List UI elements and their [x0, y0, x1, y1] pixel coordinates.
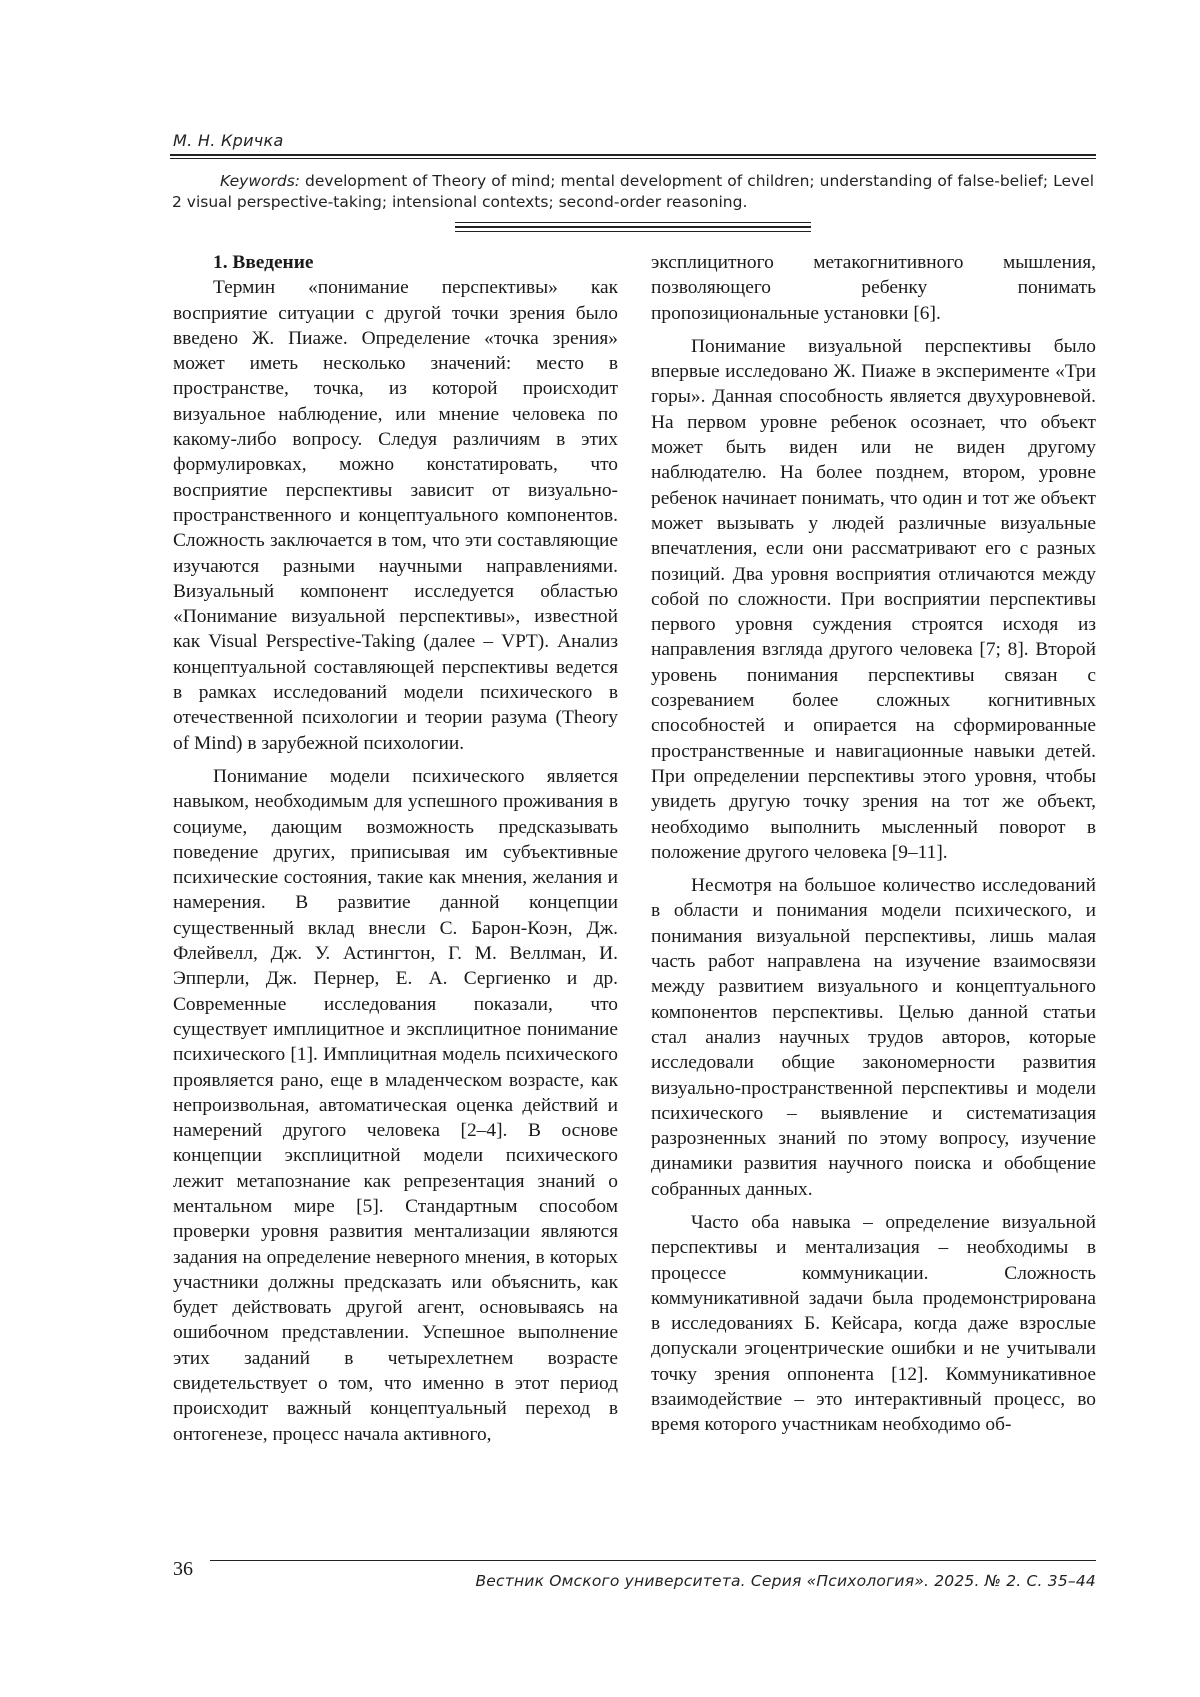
paragraph-intro-1: Термин «понимание перспективы» как восприятие ситуации с другой точки зрения было введено Ж. Пиаже. Определение «точка зрения» может иметь несколько значений: место в пространстве, точка, из которой происходит визуальное наблюдение, или мнение человека по какому-либо вопросу. Следуя различиям в этих формулировках, можно констатировать, что восприятие перспективы зависит от визуально-пространственного и концептуального компонентов. Сложность заключается в том, что эти составляющие изучаются разными научными направлениями. Визуальный компонент исследуется областью «Понимание визуальной перспективы», известной как Visual Perspective-Taking (далее – VPT). Анализ концептуальной составляющей перспективы ведется в рамках исследований модели психического в отечественной психологии и теории разума (Theory of Mind) в зарубежной психологии.: [173, 277, 618, 754]
section-heading: 1. Введение: [213, 252, 314, 273]
journal-citation: Вестник Омского университета. Серия «Психология». 2025. № 2. С. 35–44: [475, 1572, 1096, 1590]
header-rule-thin: [170, 158, 1096, 159]
paragraph-communication: Часто оба навыка – определение визуальной перспективы и ментализация – необходимы в процессе коммуникации. Сложность коммуникативной задачи была продемонстрирована в исследованиях Б. Кейсара, когда даже взрослые допускали эгоцентрические ошибки и не учитывали точку зрения оппонента [12]. Коммуникативное взаимодействие – это интерактивный процесс, во время которого участникам необходимо об-: [651, 1211, 1096, 1436]
keywords-label: Keywords:: [220, 172, 300, 190]
running-head-author: М. Н. Кричка: [173, 131, 284, 150]
paragraph-intro-2: Понимание модели психического является навыком, необходимым для успешного проживания в социуме, дающим возможность предсказывать поведение других, приписывая им субъективные психические состояния, такие как мнения, желания и намерения. В развитие данной концепции существенный вклад внесли С. Барон-Коэн, Дж. Флейвелл, Дж. У. Астингтон, Г. М. Веллман, И. Эпперли, Дж. Пернер, Е. А. Сергиенко и др. Современные исследования показали, что существует имплицитное и эксплицитное понимание психического [1]. Имплицитная модель психического проявляется рано, еще в младенческом возрасте, как непроизвольная, автоматическая оценка действий и намерений другого человека [2–4]. В основе концепции эксплицитной модели психического лежит метапознание как репрезентация знаний о ментальном мире [5]. Стандартным способом проверки уровня развития ментализации являются задания на определение неверного мнения, в которых участники должны предсказать или объяснить, как будет действовать другой агент, основываясь на ошибочном представлении. Успешное выполнение этих заданий в четырехлетнем возрасте свидетельствует о том, что именно в этот период происходит важный концептуальный переход в онтогенезе, процесс начала активного,: [173, 765, 618, 1445]
footer-rule: [210, 1560, 1096, 1561]
right-column: [651, 250, 1096, 1438]
separator-line-2: [455, 226, 811, 228]
paragraph-visual-perspective: Понимание визуальной перспективы было впервые исследовано Ж. Пиаже в эксперименте «Три горы». Данная способность является двухуровневой. На первом уровне ребенок осознает, что объект может быть виден или не виден другому наблюдателю. На более позднем, втором, уровне ребенок начинает понимать, что один и тот же объект может вызывать у людей различные визуальные впечатления, если они рассматривают его с разных позиций. Два уровня восприятия отличаются между собой по сложности. При восприятии перспективы первого уровня суждения строятся исходя из направления взгляда другого человека [7; 8]. Второй уровень понимания перспективы связан с созреванием более сложных когнитивных способностей и опирается на сформированные пространственные и навигационные навыки детей. При определении перспективы этого уровня, чтобы увидеть другую точку зрения на тот же объект, необходимо выполнить мысленный поворот в положение другого человека [9–11].: [651, 335, 1096, 863]
keywords-text: development of Theory of mind; mental development of children; understanding of false-belief; Level 2 visual perspective-taking; intensional contexts; second-order reasoning.: [172, 172, 1094, 211]
separator-line-3: [455, 231, 811, 232]
separator-line-1: [455, 222, 811, 223]
keywords-block: [172, 171, 1094, 213]
left-column: [173, 250, 618, 1447]
header-rule-thick: [170, 154, 1096, 156]
page-number: 36: [173, 1558, 193, 1580]
paragraph-research-aim: Несмотря на большое количество исследований в области и понимания модели психического, и понимания визуальной перспективы, лишь малая часть работ направлена на изучение взаимосвязи между развитием визуального и концептуального компонентов перспективы. Целью данной статьи стал анализ научных трудов авторов, которые исследовали общие закономерности развития визуально-пространственной перспективы и модели психического – выявление и систематизация разрозненных знаний по этому вопросу, изучение динамики развития научного поиска и обобщение собранных данных.: [651, 875, 1096, 1200]
paragraph-continuation: эксплицитного метакогнитивного мышления, позволяющего ребенку понимать пропозициональные установки [6].: [651, 252, 1096, 324]
